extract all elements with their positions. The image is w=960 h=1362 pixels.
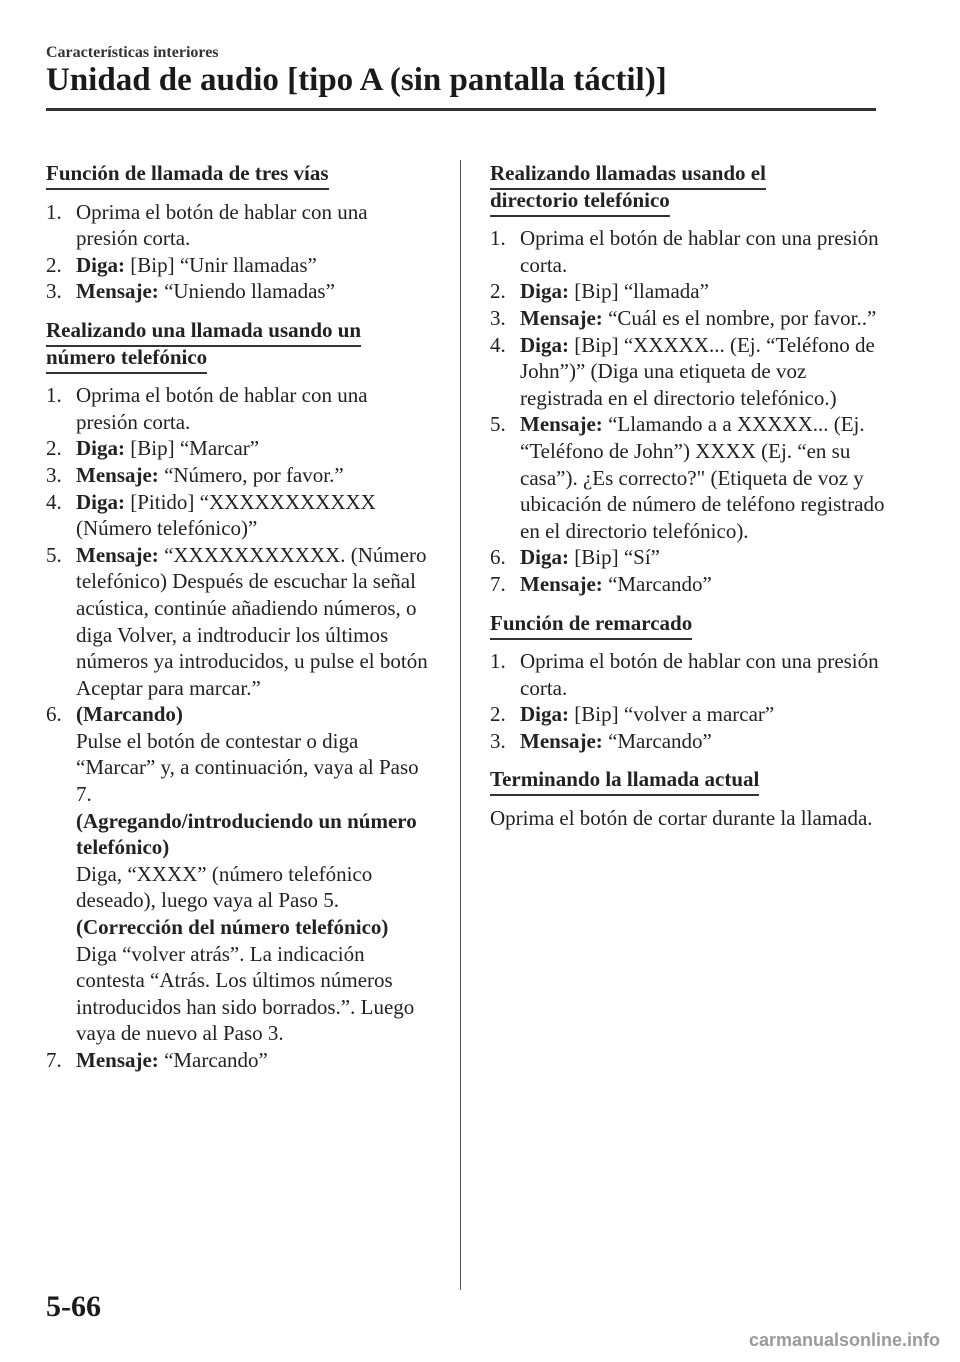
list-item: 5. Mensaje: “XXXXXXXXXXX. (Número telefónico) Después de escuchar la señal acústica, continúe añadiendo números, o diga Volver, a indtroducir los últimos números ya introducidos, u pulse el botón Aceptar para marcar.” bbox=[46, 542, 428, 700]
list-item: 1. Oprima el botón de hablar con una presión corta. bbox=[46, 383, 368, 434]
list-item: 3. Mensaje: “Número, por favor.” bbox=[46, 462, 344, 487]
list-item: 1. Oprima el botón de hablar con una presión corta. bbox=[46, 199, 368, 251]
page-title: Unidad de audio [tipo A (sin pantalla táctil)] bbox=[46, 62, 667, 98]
three-way-steps bbox=[46, 199, 431, 305]
list-item: 1. Oprima el botón de hablar con una presión corta. bbox=[490, 226, 879, 277]
list-item: 7. Mensaje: “Marcando” bbox=[46, 1048, 268, 1072]
list-item: 4. Diga: [Pitido] “XXXXXXXXXXX (Número telefónico)” bbox=[46, 489, 376, 541]
list-item: 3. Mensaje: “Marcando” bbox=[490, 728, 712, 753]
list-item: 4. Diga: [Bip] “XXXXX... (Ej. “Teléfono de John”)” (Diga una etiqueta de voz registrada en el directorio telefónico.) bbox=[490, 332, 875, 410]
list-item: 5. Mensaje: “Llamando a a XXXXX... (Ej. “Teléfono de John”) XXXX (Ej. “en su casa”). ¿Es correcto?" (Etiqueta de voz y ubicación de número de teléfono registrado en el directorio telefónico). bbox=[490, 412, 885, 543]
redial-steps bbox=[490, 648, 885, 754]
list-item: 1. Oprima el botón de hablar con una presión corta. bbox=[490, 649, 879, 700]
column-divider bbox=[460, 160, 461, 1290]
section-heading-three-way: Función de llamada de tres vías bbox=[46, 160, 431, 187]
title-rule bbox=[46, 108, 876, 111]
list-item: 2. Diga: [Bip] “volver a marcar” bbox=[490, 702, 775, 727]
left-column bbox=[46, 160, 431, 1074]
section-heading-phonebook: Realizando llamadas usando el directorio telefónico bbox=[490, 160, 885, 213]
section-heading-end-call: Terminando la llamada actual bbox=[490, 766, 885, 793]
list-item: 3. Mensaje: “Cuál es el nombre, por favor..” bbox=[490, 305, 877, 330]
page-number: 5-66 bbox=[46, 1290, 101, 1323]
chapter-label: Características interiores bbox=[46, 44, 219, 61]
end-call-text: Oprima el botón de cortar durante la llamada. bbox=[490, 806, 873, 831]
list-item: 2. Diga: [Bip] “Marcar” bbox=[46, 436, 260, 461]
section-heading-dial-number: Realizando una llamada usando un número telefónico bbox=[46, 317, 431, 370]
list-item: 2. Diga: [Bip] “llamada” bbox=[490, 279, 709, 304]
list-item: 6. Diga: [Bip] “Sí” bbox=[490, 545, 660, 570]
list-item: 3. Mensaje: “Uniendo llamadas” bbox=[46, 279, 335, 304]
list-item: 7. Mensaje: “Marcando” bbox=[490, 571, 712, 596]
phonebook-steps bbox=[490, 225, 885, 597]
list-item: 2. Diga: [Bip] “Unir llamadas” bbox=[46, 252, 317, 277]
list-item: 6. (Marcando) Pulse el botón de contestar o diga “Marcar” y, a continuación, vaya al Paso 7. (Agregando/introduciendo un número telefónico) Diga, “XXXX” (número telefónico deseado), luego vaya al Paso 5. (Corrección del número telefónico) Diga “volver atrás”. La indicación contesta “Atrás. Los últimos números introducidos han sido borrados.”. Luego vaya de nuevo al Paso 3. bbox=[46, 702, 419, 1046]
section-heading-redial: Función de remarcado bbox=[490, 610, 885, 637]
dial-number-steps bbox=[46, 382, 431, 1073]
right-column bbox=[490, 160, 885, 832]
watermark: carmanualsonline.info bbox=[748, 1330, 940, 1350]
